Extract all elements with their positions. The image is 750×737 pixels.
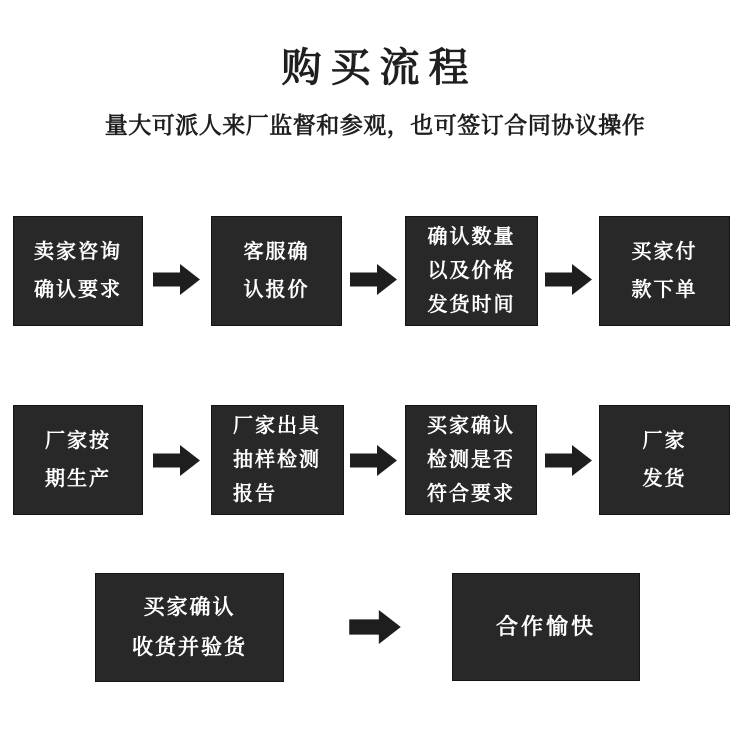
step-line: 发货: [642, 468, 687, 490]
step-line: 报告: [233, 483, 277, 505]
step-line: 合作愉快: [495, 614, 596, 639]
step-line: 期生产: [45, 468, 111, 490]
arrow-right-icon: [347, 610, 403, 644]
step-line: 厂家按: [45, 430, 111, 452]
flow-step-happy-cooperation: [452, 573, 640, 681]
step-line: 符合要求: [427, 483, 515, 505]
step-line: 卖家咨询: [34, 241, 122, 263]
step-line: 收货并验货: [132, 635, 247, 659]
page-title: 购买流程: [281, 44, 478, 91]
step-line: 发货时间: [427, 294, 516, 316]
step-line: 检测是否: [427, 449, 515, 471]
flow-step-receive-inspect-goods: [95, 573, 284, 682]
step-line: 款下单: [631, 279, 698, 301]
flow-step-buyer-verify-test: [405, 405, 537, 515]
step-line: 客服确: [243, 241, 310, 263]
flow-step-factory-production: [13, 405, 143, 515]
flow-step-factory-ship: [599, 405, 730, 515]
arrow-right-icon: [545, 445, 592, 476]
arrow-right-icon: [350, 445, 397, 476]
arrow-right-icon: [153, 445, 200, 476]
arrow-right-icon: [545, 264, 592, 295]
step-line: 买家确认: [143, 595, 236, 619]
step-line: 厂家出具: [233, 415, 321, 437]
flow-step-buyer-payment: [599, 216, 730, 326]
step-line: 买家确认: [427, 415, 515, 437]
step-line: 确认数量: [427, 226, 516, 248]
arrow-right-icon: [153, 264, 200, 295]
step-line: 厂家: [642, 430, 687, 452]
arrow-right-icon: [350, 264, 397, 295]
step-line: 买家付: [631, 241, 698, 263]
flow-step-seller-inquiry: [13, 216, 143, 326]
step-line: 认报价: [243, 279, 310, 301]
flow-step-service-quote: [211, 216, 342, 326]
step-line: 抽样检测: [233, 449, 321, 471]
flow-step-sampling-test-report: [211, 405, 344, 515]
step-line: 确认要求: [34, 279, 122, 301]
step-line: 以及价格: [427, 260, 516, 282]
flow-step-confirm-qty-price-delivery: [405, 216, 538, 326]
page-subtitle: 量大可派人来厂监督和参观，也可签订合同协议操作: [104, 112, 646, 138]
